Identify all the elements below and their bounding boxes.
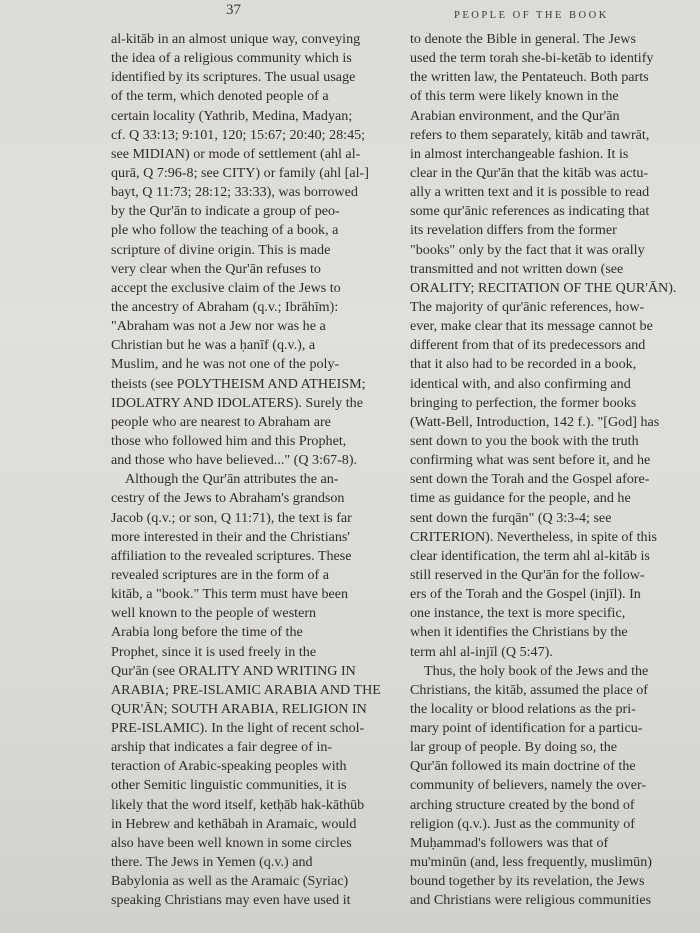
text-line: cf. Q 33:13; 9:101, 120; 15:67; 20:40; 28:45; [111, 126, 366, 143]
text-line: term ahl al-injīl (Q 5:47). [410, 643, 553, 660]
text-line: theists (see POLYTHEISM AND ATHEISM; [111, 375, 366, 392]
text-line: sent down to you the book with the truth [410, 432, 639, 449]
text-line: well known to the people of western [111, 605, 317, 622]
text-line: different from that of its predecessors and [410, 337, 646, 354]
text-line: Muslim, and he was not one of the poly- [111, 356, 340, 373]
text-line: ally a written text and it is possible to read [410, 184, 650, 201]
text-line: mary point of identification for a particu- [410, 720, 643, 737]
text-line: ers of the Torah and the Gospel (injīl). In [410, 586, 641, 603]
text-line: Muḥammad's followers was that of [410, 834, 609, 851]
text-line: bringing to perfection, the former books [410, 394, 637, 411]
text-line: Qur'ān followed its main doctrine of the [410, 758, 636, 775]
text-line: sent down the furqān" (Q 3:3-4; see [410, 509, 612, 526]
text-line: arching structure created by the bond of [410, 796, 635, 813]
text-line: Prophet, since it is used freely in the [111, 643, 317, 660]
text-line: QUR'ĀN; SOUTH ARABIA, RELIGION IN [111, 700, 367, 717]
text-line: Arabian environment, and the Qur'ān [410, 107, 620, 124]
text-line: Thus, the holy book of the Jews and the [424, 662, 649, 679]
text-line: and those who have believed..." (Q 3:67-8). [111, 452, 358, 469]
text-line: IDOLATRY AND IDOLATERS). Surely the [111, 394, 363, 411]
text-line: ORALITY; RECITATION OF THE QUR'ĀN). [410, 279, 677, 296]
text-line: Although the Qur'ān attributes the an- [125, 471, 339, 488]
text-line: ple who follow the teaching of a book, a [111, 222, 339, 239]
text-line: those who followed him and this Prophet, [111, 432, 347, 449]
text-line: people who are nearest to Abraham are [111, 413, 331, 430]
text-line: when it identifies the Christians by the [410, 624, 628, 641]
text-line: mu'minūn (and, less frequently, muslimūn) [410, 854, 652, 871]
text-line: there. The Jews in Yemen (q.v.) and [111, 854, 313, 871]
text-line: kitāb, a "book." This term must have been [111, 586, 349, 603]
text-line: Qur'ān (see ORALITY AND WRITING IN [111, 662, 356, 679]
right-text-column [410, 30, 675, 910]
text-line: by the Qur'ān to indicate a group of peo- [111, 203, 340, 220]
text-line: in almost interchangeable fashion. It is [410, 145, 629, 162]
text-line: confirming what was sent before it, and he [410, 452, 651, 469]
text-line: used the term torah she-bi-ketāb to identify [410, 50, 654, 67]
text-line: more interested in their and the Christians' [111, 528, 350, 545]
text-line: community of believers, namely the over- [410, 777, 647, 794]
text-line: cestry of the Jews to Abraham's grandson [111, 490, 345, 507]
text-line: bound together by its revelation, the Jews [410, 873, 645, 890]
text-line: its revelation differs from the former [410, 222, 617, 239]
text-line: likely that the word itself, ketḥāb hak-kāthūb [111, 796, 365, 813]
text-line: of the term, which denoted people of a [111, 88, 329, 105]
text-line: Christians, the kitāb, assumed the place of [410, 681, 648, 698]
text-line: speaking Christians may even have used it [111, 892, 351, 909]
text-line: bayt, Q 11:73; 28:12; 33:33), was borrowed [111, 184, 358, 201]
text-line: affiliation to the revealed scriptures. These [111, 547, 352, 564]
text-line: teraction of Arabic-speaking peoples with [111, 758, 347, 775]
text-line: scripture of divine origin. This is made [111, 241, 331, 258]
text-line: the idea of a religious community which is [111, 50, 352, 67]
text-line: identified by its scriptures. The usual usage [111, 69, 356, 86]
text-line: the ancestry of Abraham (q.v.; Ibrāhīm): [111, 298, 339, 315]
text-line: Babylonia as well as the Aramaic (Syriac) [111, 873, 349, 890]
text-line: arship that indicates a fair degree of in- [111, 739, 333, 756]
text-line: still reserved in the Qur'ān for the follow- [410, 566, 645, 583]
text-line: Jacob (q.v.; or son, Q 11:71), the text is far [111, 509, 352, 526]
left-text-column [111, 30, 381, 910]
text-line: PRE-ISLAMIC). In the light of recent schol- [111, 720, 365, 737]
text-line: identical with, and also confirming and [410, 375, 631, 392]
text-line: in Hebrew and kethābah in Aramaic, would [111, 815, 357, 832]
text-line: transmitted and not written down (see [410, 260, 624, 277]
text-line: Christian but he was a ḥanīf (q.v.), a [111, 337, 316, 354]
text-line: other Semitic linguistic communities, it is [111, 777, 347, 794]
text-line: to denote the Bible in general. The Jews [410, 31, 636, 47]
text-line: al-kitāb in an almost unique way, conveying [111, 31, 361, 47]
text-line: ARABIA; PRE-ISLAMIC ARABIA AND THE [111, 681, 381, 698]
text-line: "Abraham was not a Jew nor was he a [111, 318, 326, 335]
text-line: certain locality (Yathrib, Medina, Madyan; [111, 107, 353, 124]
page-number: 37 [226, 2, 241, 18]
text-line: CRITERION). Nevertheless, in spite of this [410, 528, 657, 545]
text-line: religion (q.v.). Just as the community of [410, 815, 635, 832]
text-line: revealed scriptures are in the form of a [111, 566, 329, 583]
text-line: (Watt-Bell, Introduction, 142 f.). "[God] has [410, 413, 660, 430]
text-line: "books" only by the fact that it was orally [410, 241, 645, 258]
text-line: ever, make clear that its message cannot be [410, 318, 653, 335]
text-line: qurā, Q 7:96-8; see CITY) or family (ahl [al-] [111, 164, 369, 181]
text-line: clear in the Qur'ān that the kitāb was actu- [410, 164, 649, 181]
text-line: and Christians were religious communities [410, 892, 652, 909]
text-line: some qur'ānic references as indicating that [410, 203, 650, 220]
text-line: The majority of qur'ānic references, how- [410, 298, 645, 315]
text-line: the written law, the Pentateuch. Both parts [410, 69, 649, 86]
text-line: that it also had to be recorded in a book, [410, 356, 637, 373]
running-title: PEOPLE OF THE BOOK [454, 10, 609, 21]
text-line: the locality or blood relations as the pri- [410, 700, 636, 717]
text-line: also have been well known in some circles [111, 834, 352, 851]
text-line: sent down the Torah and the Gospel afore- [410, 471, 650, 488]
running-head [0, 2, 700, 22]
text-line: time as guidance for the people, and he [410, 490, 631, 507]
text-line: one instance, the text is more specific, [410, 605, 626, 622]
text-line: very clear when the Qur'ān refuses to [111, 260, 321, 277]
text-line: lar group of people. By doing so, the [410, 739, 618, 756]
text-line: accept the exclusive claim of the Jews to [111, 279, 341, 296]
text-line: of this term were likely known in the [410, 88, 619, 105]
text-line: clear identification, the term ahl al-kitāb is [410, 547, 650, 564]
text-line: see MIDIAN) or mode of settlement (ahl al- [111, 145, 361, 162]
text-line: refers to them separately, kitāb and tawrāt, [410, 126, 650, 143]
text-line: Arabia long before the time of the [111, 624, 303, 641]
